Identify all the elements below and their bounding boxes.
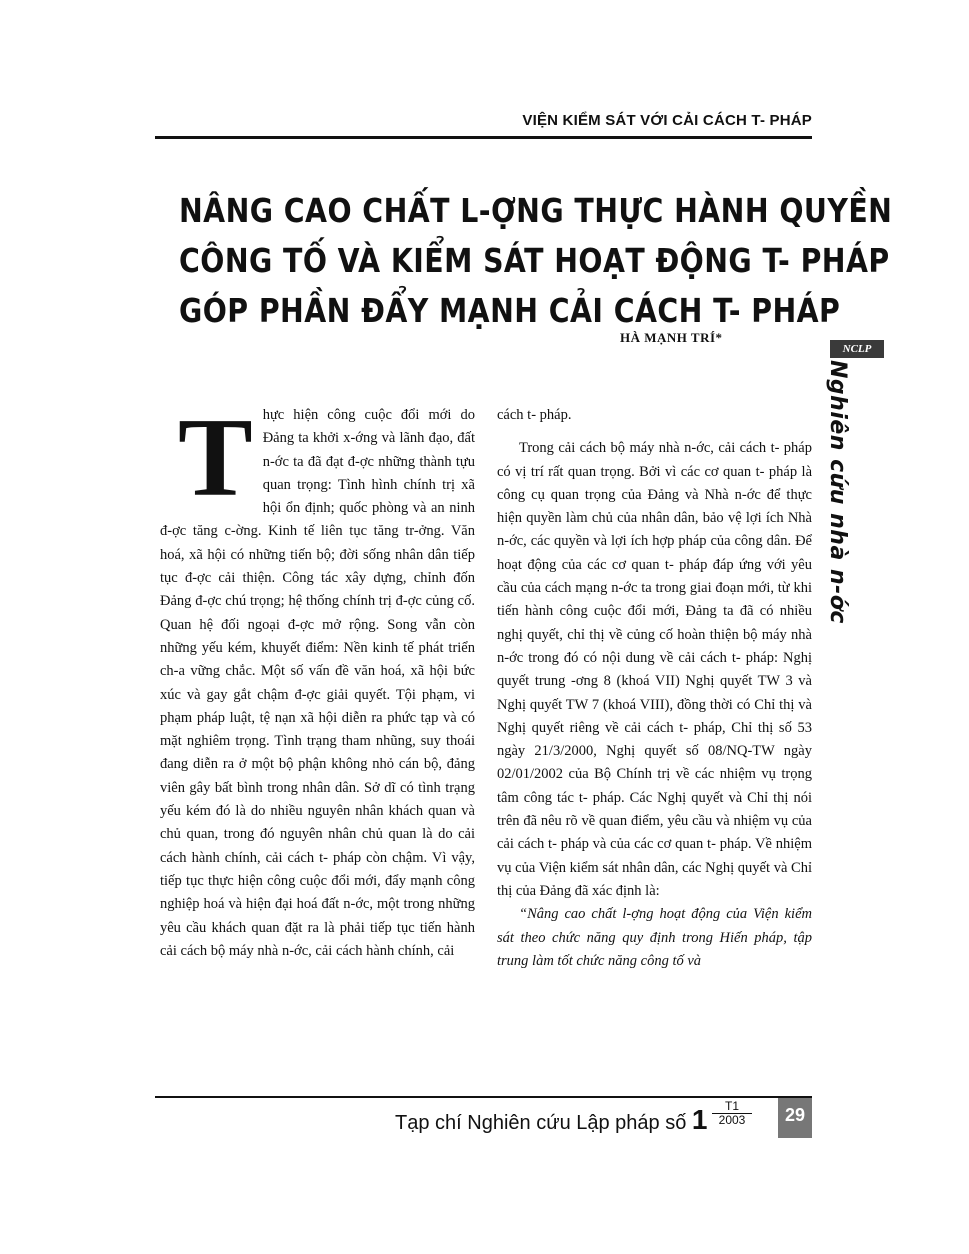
- issue-number: 1: [691, 1104, 708, 1135]
- page-number: 29: [778, 1098, 812, 1138]
- footer-rule: [155, 1096, 812, 1098]
- left-column-text: hực hiện công cuộc đổi mới do Đảng ta khởi x-ớng và lãnh đạo, đất n-ớc ta đã đạt đ-ợc những thành tựu quan trọng: Tình hình chính trị xã hội ổn định; quốc phòng và an ninh đ-ợc tăng c-ờng. Kinh tế liên tục tăng tr-ởng. Văn hoá, xã hội có những tiến bộ; đời sống nhân dân tiếp tục đ-ợc cải thiện. Công tác xây dựng, chỉnh đốn Đảng đ-ợc chú trọng; hệ thống chính trị đ-ợc củng cố. Quan hệ đối ngoại đ-ợc mở rộng. Song vẫn còn những yếu kém, khuyết điểm: Nền kinh tế phát triển ch-a vững chắc. Một số vấn đề văn hoá, xã hội bức xúc và gay gắt chậm đ-ợc giải quyết. Tội phạm, vi phạm pháp luật, tệ nạn xã hội diễn ra phức tạp và có mặt nghiêm trọng. Tình trạng tham nhũng, suy thoái đang diễn ra ở một bộ phận không nhỏ cán bộ, đảng viên gây bất bình trong nhân dân. Sở dĩ có tình trạng yếu kém đó là do nhiều nguyên nhân khách quan và chủ quan, trong đó nguyên nhân chủ quan là do cải cách hành chính, cải cách t- pháp còn chậm. Vì vậy, tiếp tục thực hiện công cuộc đổi mới, đẩy mạnh công nghiệp hoá và hiện đại hoá đất n-ớc, một trong những yêu cầu khách quan đặt ra là phải tiếp tục tiến hành cải cách bộ máy nhà n-ớc, cải cách hành chính, cải: [160, 407, 475, 959]
- side-section-label: Nghiên cứu nhà n-ớc: [825, 360, 850, 624]
- side-tab-label: NCLP: [830, 340, 884, 358]
- right-column-lead: cách t- pháp.: [497, 407, 572, 423]
- right-column: [497, 404, 812, 973]
- issue-period: T1: [712, 1100, 752, 1114]
- title-line: CÔNG TỐ VÀ KIỂM SÁT HOẠT ĐỘNG T- PHÁP: [179, 241, 890, 280]
- title-line: NÂNG CAO CHẤT L-ỢNG THỰC HÀNH QUYỀN: [179, 191, 893, 230]
- left-column: [160, 396, 475, 963]
- title-line: GÓP PHẦN ĐẨY MẠNH CẢI CÁCH T- PHÁP: [179, 291, 841, 330]
- right-column-quote: “Nâng cao chất l-ợng hoạt động của Viện kiểm sát theo chức năng quy định trong Hiến pháp, tập trung làm tốt chức năng công tố và: [497, 906, 812, 969]
- journal-title: Tạp chí Nghiên cứu Lập pháp số: [395, 1112, 687, 1134]
- running-head: VIỆN KIỂM SÁT VỚI CẢI CÁCH T- PHÁP: [522, 112, 812, 129]
- header-rule: [155, 136, 812, 139]
- journal-name: [395, 1104, 708, 1136]
- article-title: [179, 186, 893, 336]
- drop-cap: T: [178, 396, 253, 520]
- issue-date: [712, 1100, 752, 1127]
- author: HÀ MẠNH TRÍ*: [620, 330, 723, 345]
- issue-year: 2003: [718, 1113, 746, 1127]
- right-column-text: Trong cải cách bộ máy nhà n-ớc, cải cách t- pháp có vị trí rất quan trọng. Bởi vì các cơ quan t- pháp là công cụ quan trọng của Đảng và Nhà n-ớc để thực hiện quyền làm chủ của nhân dân, bảo vệ lợi ích Nhà n-ớc, các quyền và lợi ích hợp pháp của công dân. Để hoạt động của các cơ quan t- pháp đáp ứng với yêu cầu của cách mạng n-ớc ta trong giai đoạn mới, từ khi tiến hành công cuộc đổi mới, Đảng ta đã có nhiều nghị quyết, chỉ thị về củng cố hoàn thiện bộ máy nhà n-ớc trong đó có nội dung về cải cách t- pháp: Nghị quyết trung -ơng 8 (khoá VII) Nghị quyết TW 3 và Nghị quyết TW 7 (khoá VIII), đồng thời có Chỉ thị và Nghị quyết riêng về cải cách t- pháp, Chỉ thị số 53 ngày 21/3/2000, Nghị quyết số 08/NQ-TW ngày 02/01/2002 của Bộ Chính trị về các nhiệm vụ trọng tâm công tác t- pháp. Các Nghị quyết và Chỉ thị nói trên đã nêu rõ về quan điểm, yêu cầu và nhiệm vụ của cải cách t- pháp và của các cơ quan t- pháp. Về nhiệm vụ của Viện kiểm sát nhân dân, các Nghị quyết và Chỉ thị của Đảng đã xác định là:: [497, 440, 812, 899]
